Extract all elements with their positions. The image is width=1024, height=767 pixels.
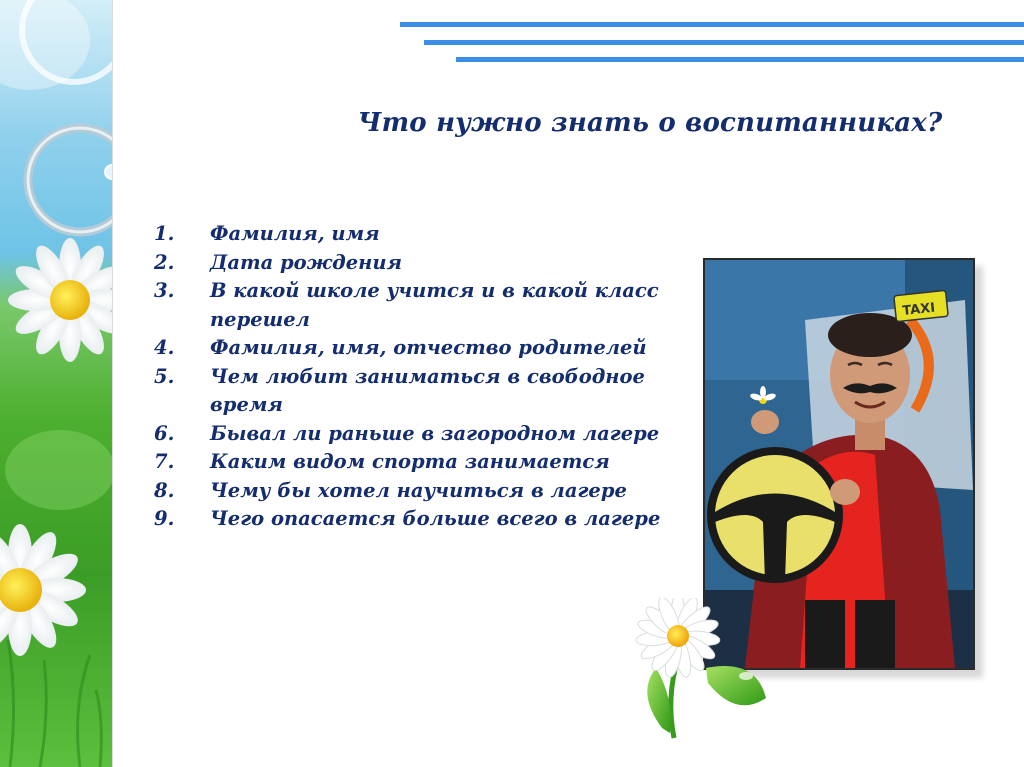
- list-item-number: 6.: [154, 421, 175, 445]
- header-stripe: [424, 40, 1024, 45]
- list-item-text: Чему бы хотел научиться в лагере: [210, 478, 627, 502]
- list-item: [154, 334, 714, 363]
- list-item: [154, 249, 714, 278]
- info-list: [154, 220, 714, 534]
- bubble-decoration: [105, 165, 112, 179]
- list-item-text: Фамилия, имя: [210, 222, 380, 245]
- list-item-number: 9.: [154, 507, 175, 530]
- list-item-number: 4.: [154, 336, 175, 359]
- list-item: [154, 363, 670, 420]
- list-item: [154, 448, 714, 477]
- list-item-number: 2.: [154, 250, 175, 274]
- list-item-text: Фамилия, имя, отчество родителей: [210, 336, 647, 359]
- slide-title: Что нужно знать о воспитанниках?: [357, 108, 943, 138]
- list-item-number: 8.: [154, 478, 175, 502]
- list-item-number: 7.: [154, 450, 175, 473]
- sky-grass-background: [0, 0, 112, 767]
- list-item-text: Дата рождения: [210, 250, 403, 274]
- list-item-text: Бывал ли раньше в загородном лагере: [210, 421, 660, 445]
- list-item-number: 3.: [154, 279, 175, 302]
- list-item-text: Чем любит заниматься в свободное время: [210, 364, 645, 416]
- taxi-sign-text: TAXI: [901, 300, 936, 319]
- header-stripe: [400, 22, 1024, 27]
- list-item-number: 5.: [154, 364, 175, 388]
- header-stripe: [456, 57, 1024, 62]
- sidebar-divider: [112, 0, 113, 767]
- list-item: [154, 277, 690, 334]
- list-item: [154, 477, 714, 506]
- list-item-number: 1.: [154, 222, 175, 245]
- list-item: [154, 420, 714, 449]
- list-item: [154, 505, 714, 534]
- decorative-sidebar: [0, 0, 112, 767]
- list-item-text: Чего опасается больше всего в лагере: [210, 507, 661, 530]
- list-item-text: В какой школе учится и в какой класс перешел: [210, 279, 659, 331]
- list-item: [154, 220, 714, 249]
- daisy-icon: [596, 598, 786, 748]
- list-item-text: Каким видом спорта занимается: [210, 450, 610, 473]
